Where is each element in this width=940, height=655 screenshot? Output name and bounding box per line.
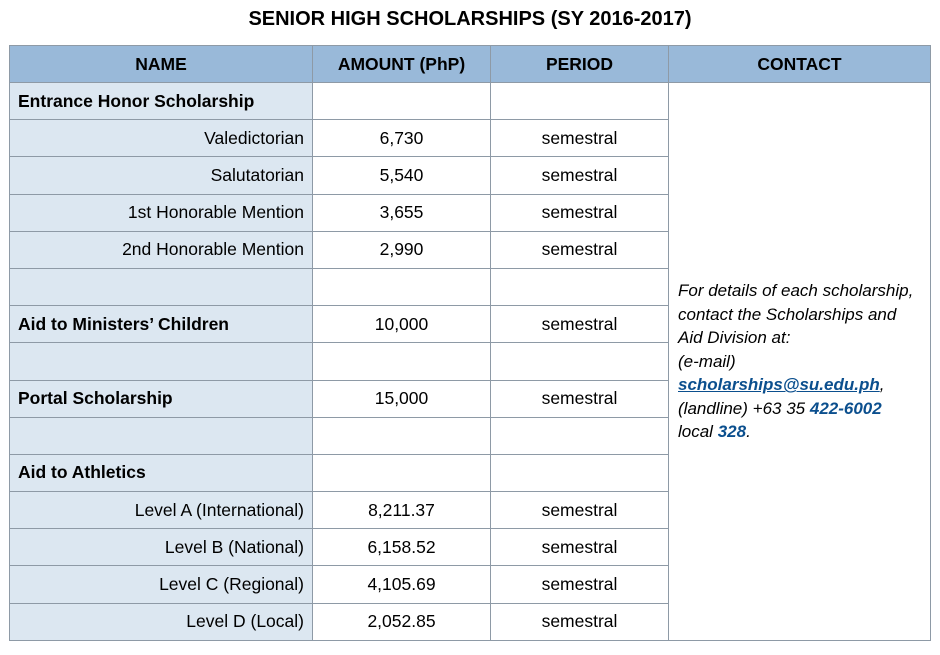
row-amount <box>313 417 491 454</box>
row-name: Valedictorian <box>10 120 313 157</box>
contact-intro: For details of each scholarship, contact the Scholarships and Aid Division at: <box>678 281 914 348</box>
row-amount: 2,052.85 <box>313 603 491 640</box>
header-contact: CONTACT <box>669 46 931 83</box>
row-name: Level D (Local) <box>10 603 313 640</box>
row-period: semestral <box>491 566 669 603</box>
row-period <box>491 343 669 380</box>
row-period: semestral <box>491 157 669 194</box>
table-row <box>10 83 931 120</box>
row-amount: 4,105.69 <box>313 566 491 603</box>
row-period: semestral <box>491 120 669 157</box>
row-name: Portal Scholarship <box>10 380 313 417</box>
local-label: local <box>678 422 713 442</box>
row-name: Salutatorian <box>10 157 313 194</box>
row-amount: 8,211.37 <box>313 492 491 529</box>
row-name: Level A (International) <box>10 492 313 529</box>
row-period: semestral <box>491 529 669 566</box>
row-period: semestral <box>491 603 669 640</box>
scholarship-table <box>9 45 931 641</box>
row-name <box>10 417 313 454</box>
row-period <box>491 417 669 454</box>
row-amount: 6,158.52 <box>313 529 491 566</box>
row-name: Level B (National) <box>10 529 313 566</box>
landline-label: (landline) +63 35 <box>678 398 806 418</box>
row-name: Aid to Ministers’ Children <box>10 306 313 343</box>
row-amount: 10,000 <box>313 306 491 343</box>
contact-info <box>669 83 931 641</box>
row-name: Entrance Honor Scholarship <box>10 83 313 120</box>
header-period: PERIOD <box>491 46 669 83</box>
row-period: semestral <box>491 231 669 268</box>
row-amount: 5,540 <box>313 157 491 194</box>
email-link[interactable]: scholarships@su.edu.ph <box>678 375 880 395</box>
row-period <box>491 83 669 120</box>
row-amount: 2,990 <box>313 231 491 268</box>
row-period: semestral <box>491 380 669 417</box>
row-amount: 3,655 <box>313 194 491 231</box>
row-amount: 6,730 <box>313 120 491 157</box>
row-name: 2nd Honorable Mention <box>10 231 313 268</box>
row-amount <box>313 454 491 491</box>
email-label: (e-mail) <box>678 351 736 371</box>
row-amount <box>313 343 491 380</box>
row-name <box>10 268 313 305</box>
landline-number: 422-6002 <box>809 398 882 418</box>
row-period <box>491 454 669 491</box>
header-name: NAME <box>10 46 313 83</box>
row-period: semestral <box>491 492 669 529</box>
row-name: Aid to Athletics <box>10 454 313 491</box>
row-period: semestral <box>491 306 669 343</box>
row-name: Level C (Regional) <box>10 566 313 603</box>
header-amount: AMOUNT (PhP) <box>313 46 491 83</box>
contact-period: . <box>746 422 751 442</box>
row-amount: 15,000 <box>313 380 491 417</box>
local-number: 328 <box>717 422 747 442</box>
table-header-row <box>10 46 931 83</box>
row-period: semestral <box>491 194 669 231</box>
page-title: SENIOR HIGH SCHOLARSHIPS (SY 2016-2017) <box>248 8 692 30</box>
email-comma: , <box>879 375 885 395</box>
row-name <box>10 343 313 380</box>
row-name: 1st Honorable Mention <box>10 194 313 231</box>
row-period <box>491 268 669 305</box>
row-amount <box>313 83 491 120</box>
row-amount <box>313 268 491 305</box>
